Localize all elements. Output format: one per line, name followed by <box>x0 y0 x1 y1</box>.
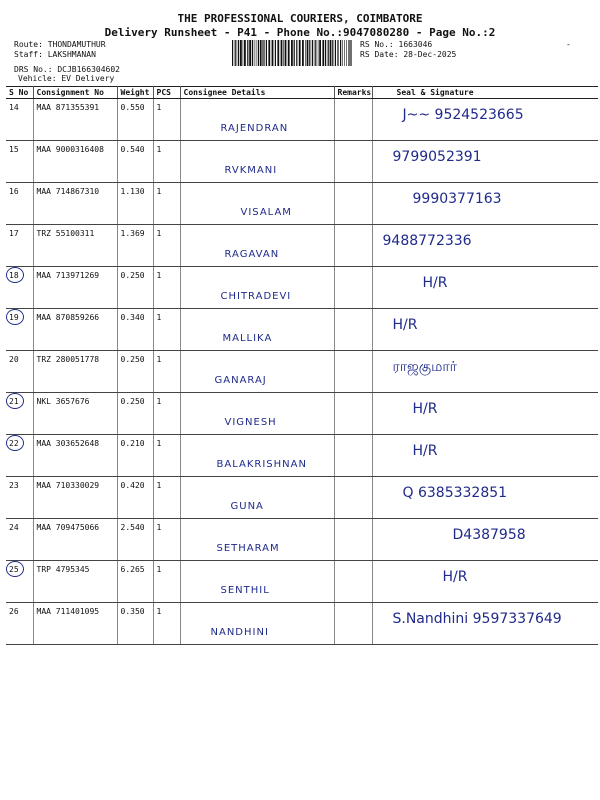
consignee-name: MALLIKA <box>222 333 273 344</box>
barcode-bar <box>262 40 263 66</box>
consignee-cell <box>180 393 334 435</box>
barcode-bar <box>291 40 293 66</box>
consignment-no: MAA 870859266 <box>33 309 117 351</box>
circle-mark <box>6 267 24 283</box>
barcode-bar <box>335 40 336 66</box>
barcode-bar <box>299 40 301 66</box>
consignment-no: MAA 714867310 <box>33 183 117 225</box>
barcode-bar <box>285 40 287 66</box>
table-row <box>6 99 598 141</box>
pcs: 1 <box>153 519 180 561</box>
barcode-bar <box>330 40 332 66</box>
consignee-cell <box>180 309 334 351</box>
rs-number: RS No.: 1663046 <box>360 40 433 49</box>
pcs: 1 <box>153 393 180 435</box>
sno-text: 25 <box>9 565 19 574</box>
barcode-bar <box>266 40 267 66</box>
sno-cell <box>6 519 33 561</box>
table-header <box>6 87 598 99</box>
signature-text: H/R <box>392 317 418 333</box>
weight: 0.350 <box>117 603 153 645</box>
barcode-bar <box>249 40 251 66</box>
pcs: 1 <box>153 351 180 393</box>
pcs: 1 <box>153 477 180 519</box>
barcode-bar <box>307 40 309 66</box>
remarks-cell <box>334 183 372 225</box>
consignee-name: RVKMANI <box>224 165 278 176</box>
barcode-bar <box>337 40 338 66</box>
col-consignment: Consignment No <box>33 87 117 99</box>
sno-cell <box>6 393 33 435</box>
barcode-bar <box>272 40 274 66</box>
consignee-name: SETHARAM <box>216 543 280 554</box>
signature-text: H/R <box>412 401 438 417</box>
signature-text: H/R <box>422 275 448 291</box>
barcode-bar <box>325 40 326 66</box>
consignment-no: TRZ 55100311 <box>33 225 117 267</box>
barcode-image <box>232 40 354 66</box>
consignee-cell <box>180 225 334 267</box>
pcs: 1 <box>153 99 180 141</box>
consignee-cell <box>180 351 334 393</box>
remarks-cell <box>334 309 372 351</box>
pcs: 1 <box>153 603 180 645</box>
table-row <box>6 309 598 351</box>
sno-cell <box>6 225 33 267</box>
signature-cell <box>372 603 598 645</box>
remarks-cell <box>334 519 372 561</box>
consignment-no: MAA 713971269 <box>33 267 117 309</box>
rs-date: RS Date: 28-Dec-2025 <box>360 50 457 59</box>
remarks-cell <box>334 141 372 183</box>
table-row <box>6 603 598 645</box>
weight: 0.540 <box>117 141 153 183</box>
signature-cell <box>372 393 598 435</box>
barcode-bar <box>309 40 310 66</box>
sno-text: 18 <box>9 271 19 280</box>
barcode-bar <box>281 40 283 66</box>
signature-cell <box>372 351 598 393</box>
company-title: THE PROFESSIONAL COURIERS, COIMBATORE <box>177 12 423 25</box>
consignee-cell <box>180 435 334 477</box>
remarks-cell <box>334 225 372 267</box>
table-row <box>6 351 598 393</box>
circle-mark <box>6 393 24 409</box>
barcode-bar <box>247 40 248 66</box>
weight: 0.250 <box>117 267 153 309</box>
consignee-cell <box>180 603 334 645</box>
signature-cell <box>372 141 598 183</box>
consignment-no: MAA 9000316408 <box>33 141 117 183</box>
table-row <box>6 435 598 477</box>
sno-cell <box>6 309 33 351</box>
consignee-cell <box>180 267 334 309</box>
consignment-no: MAA 710330029 <box>33 477 117 519</box>
sno-text: 23 <box>9 481 19 490</box>
barcode-bar <box>235 40 236 66</box>
signature-text: 9990377163 <box>412 191 502 207</box>
consignee-name: SENTHIL <box>220 585 270 596</box>
route-text: Route: THONDAMUTHUR <box>14 40 106 49</box>
sno-cell <box>6 351 33 393</box>
col-sno: S No <box>6 87 33 99</box>
consignment-no: MAA 303652648 <box>33 435 117 477</box>
pcs: 1 <box>153 267 180 309</box>
remarks-cell <box>334 267 372 309</box>
barcode-bar <box>238 40 239 66</box>
barcode-bar <box>275 40 276 66</box>
barcode-bar <box>254 40 255 66</box>
barcode-bar <box>256 40 257 66</box>
consignment-no: MAA 709475066 <box>33 519 117 561</box>
pcs: 1 <box>153 225 180 267</box>
signature-cell <box>372 477 598 519</box>
consignee-name: CHITRADEVI <box>220 291 292 302</box>
rs-info <box>360 40 456 60</box>
consignee-name: VIGNESH <box>224 417 277 428</box>
barcode-bar <box>302 40 304 66</box>
signature-text: D4387958 <box>452 527 526 543</box>
remarks-cell <box>334 351 372 393</box>
table-row <box>6 519 598 561</box>
remarks-cell <box>334 393 372 435</box>
circle-mark <box>6 309 24 325</box>
pcs: 1 <box>153 309 180 351</box>
barcode-bar <box>312 40 313 66</box>
barcode-bar <box>277 40 279 66</box>
barcode-bar <box>240 40 242 66</box>
weight: 0.250 <box>117 351 153 393</box>
consignment-no: TRZ 280051778 <box>33 351 117 393</box>
weight: 0.250 <box>117 393 153 435</box>
barcode-bar <box>244 40 246 66</box>
pcs: 1 <box>153 561 180 603</box>
table-row <box>6 183 598 225</box>
barcode-bar <box>260 40 262 66</box>
sno-cell <box>6 99 33 141</box>
barcode-bar <box>340 40 341 66</box>
barcode-bar <box>348 40 349 66</box>
table-row <box>6 267 598 309</box>
consignee-cell <box>180 183 334 225</box>
signature-cell <box>372 519 598 561</box>
sno-text: 21 <box>9 397 19 406</box>
signature-text: H/R <box>412 443 438 459</box>
barcode-bar <box>294 40 295 66</box>
weight: 6.265 <box>117 561 153 603</box>
consignee-name: GANARAJ <box>214 375 267 386</box>
signature-text: H/R <box>442 569 468 585</box>
remarks-cell <box>334 99 372 141</box>
staff-text: Staff: LAKSHMANAN <box>14 50 96 59</box>
consignee-name: VISALAM <box>240 207 292 218</box>
barcode-bar <box>243 40 244 66</box>
consignee-cell <box>180 519 334 561</box>
consignee-cell <box>180 561 334 603</box>
col-seal-signature: Seal & Signature <box>372 87 598 99</box>
consignee-name: BALAKRISHNAN <box>216 459 307 470</box>
consignee-name: RAJENDRAN <box>220 123 289 134</box>
signature-cell <box>372 561 598 603</box>
col-pcs: PCS <box>153 87 180 99</box>
weight: 1.130 <box>117 183 153 225</box>
barcode-bar <box>344 40 345 66</box>
sno-text: 17 <box>9 229 19 238</box>
barcode-bar <box>314 40 315 66</box>
signature-text: S.Nandhini 9597337649 <box>392 611 562 627</box>
sno-text: 16 <box>9 187 19 196</box>
sno-cell <box>6 435 33 477</box>
consignment-no: NKL 3657676 <box>33 393 117 435</box>
barcode-bar <box>288 40 290 66</box>
barcode-bar <box>349 40 350 66</box>
drs-text: DRS No.: DCJB166304602 <box>14 65 120 74</box>
consignment-no: TRP 4795345 <box>33 561 117 603</box>
circle-mark <box>6 435 24 451</box>
runsheet-table <box>6 86 598 645</box>
signature-cell <box>372 309 598 351</box>
table-row <box>6 393 598 435</box>
circle-mark <box>6 561 24 577</box>
table-row <box>6 141 598 183</box>
runsheet-subtitle: Delivery Runsheet - P41 - Phone No.:9047080280 - Page No.:2 <box>104 26 496 39</box>
sno-text: 20 <box>9 355 19 364</box>
barcode-bar <box>319 40 321 66</box>
signature-cell <box>372 99 598 141</box>
signature-text: 9488772336 <box>382 233 472 249</box>
weight: 0.550 <box>117 99 153 141</box>
barcode-bar <box>315 40 316 66</box>
remarks-cell <box>334 477 372 519</box>
barcode-bar <box>252 40 253 66</box>
signature-text: J~~ 9524523665 <box>402 107 524 123</box>
sno-text: 22 <box>9 439 19 448</box>
pcs: 1 <box>153 183 180 225</box>
signature-cell <box>372 183 598 225</box>
remarks-cell <box>334 561 372 603</box>
table-row <box>6 477 598 519</box>
pcs: 1 <box>153 141 180 183</box>
consignee-cell <box>180 477 334 519</box>
consignee-name: GUNA <box>230 501 264 512</box>
consignee-cell <box>180 99 334 141</box>
sno-text: 14 <box>9 103 19 112</box>
col-weight: Weight <box>117 87 153 99</box>
sno-cell <box>6 141 33 183</box>
barcode-bar <box>283 40 284 66</box>
consignee-name: RAGAVAN <box>224 249 280 260</box>
sno-cell <box>6 267 33 309</box>
weight: 0.210 <box>117 435 153 477</box>
sno-text: 19 <box>9 313 19 322</box>
sno-cell <box>6 561 33 603</box>
pcs: 1 <box>153 435 180 477</box>
weight: 0.340 <box>117 309 153 351</box>
sno-cell <box>6 477 33 519</box>
barcode-bar <box>258 40 259 66</box>
barcode-bar <box>322 40 324 66</box>
signature-cell <box>372 435 598 477</box>
consignee-cell <box>180 141 334 183</box>
vehicle-text: Vehicle: EV Delivery <box>18 74 115 83</box>
col-consignee: Consignee Details <box>180 87 334 99</box>
barcode-bar <box>268 40 270 66</box>
weight: 0.420 <box>117 477 153 519</box>
weight: 1.369 <box>117 225 153 267</box>
corner-dash: - <box>566 40 571 49</box>
barcode-bar <box>264 40 265 66</box>
barcode-bar <box>232 40 233 66</box>
barcode-bar <box>351 40 352 66</box>
route-info <box>14 40 120 75</box>
sno-cell <box>6 183 33 225</box>
barcode-bar <box>318 40 319 66</box>
remarks-cell <box>334 603 372 645</box>
barcode-bar <box>342 40 343 66</box>
weight: 2.540 <box>117 519 153 561</box>
signature-text: ராஜகுமார் <box>392 359 457 375</box>
remarks-cell <box>334 435 372 477</box>
table-row <box>6 561 598 603</box>
signature-text: Q 6385332851 <box>402 485 508 501</box>
consignee-name: NANDHINI <box>210 627 269 638</box>
consignment-no: MAA 871355391 <box>33 99 117 141</box>
barcode-bar <box>237 40 238 66</box>
signature-cell <box>372 225 598 267</box>
sno-text: 24 <box>9 523 19 532</box>
col-remarks: Remarks <box>334 87 372 99</box>
signature-cell <box>372 267 598 309</box>
barcode-bar <box>332 40 333 66</box>
barcode-bar <box>328 40 329 66</box>
sno-text: 26 <box>9 607 19 616</box>
signature-text: 9799052391 <box>392 149 482 165</box>
sno-cell <box>6 603 33 645</box>
consignment-no: MAA 711401095 <box>33 603 117 645</box>
table-row <box>6 225 598 267</box>
barcode-bar <box>346 40 347 66</box>
barcode-bar <box>305 40 306 66</box>
sno-text: 15 <box>9 145 19 154</box>
barcode-bar <box>296 40 297 66</box>
